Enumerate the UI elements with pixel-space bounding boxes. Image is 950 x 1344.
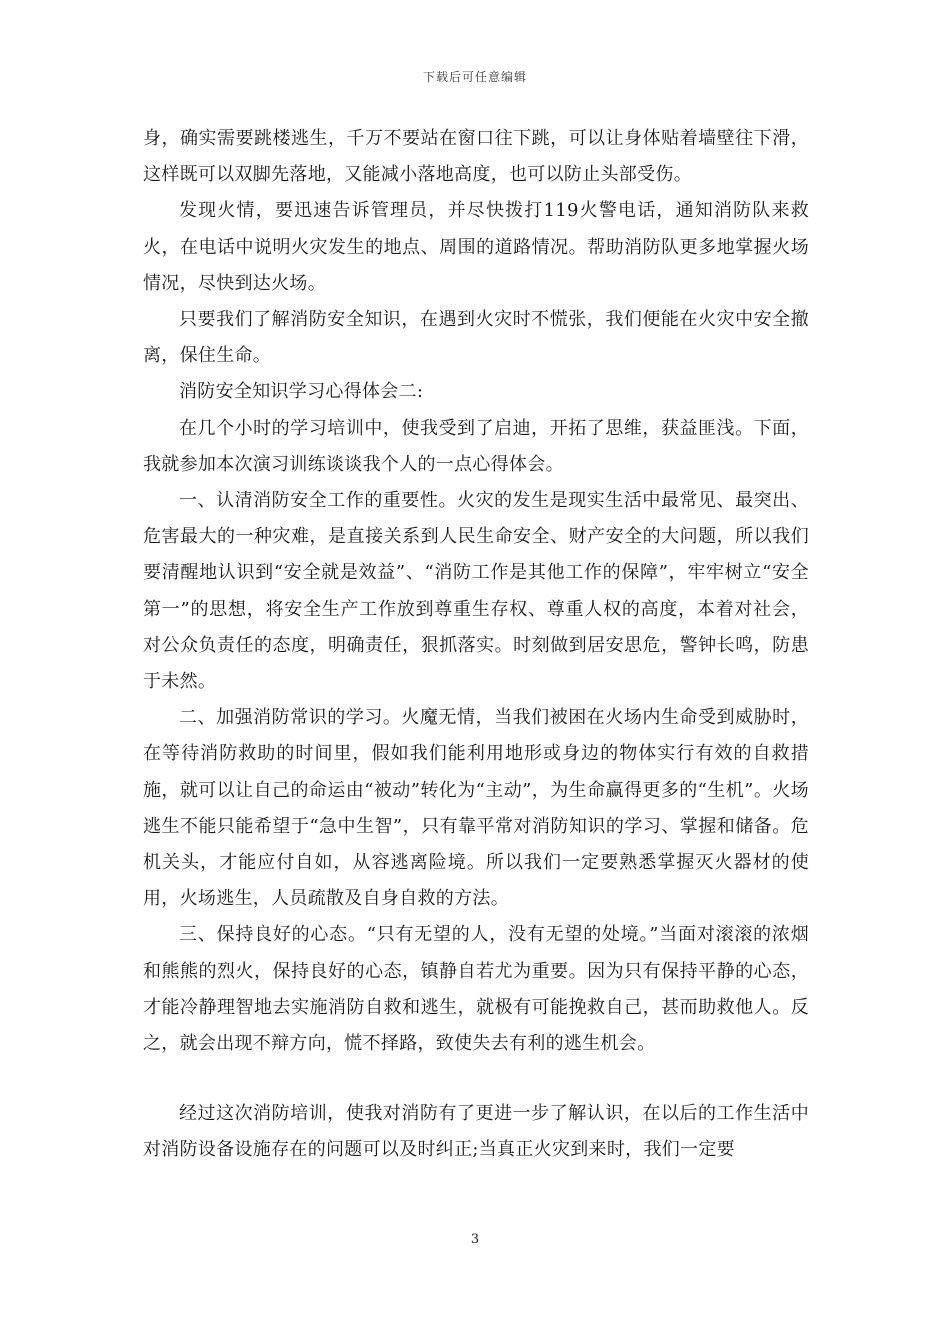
paragraph-training-intro: 在几个小时的学习培训中，使我受到了启迪，开拓了思维，获益匪浅。下面，我就参加本次演习训练谈谈我个人的一点心得体会。 bbox=[143, 417, 809, 475]
paragraph-conclusion: 经过这次消防培训，使我对消防有了更进一步了解认识，在以后的工作生活中对消防设备设施存在的问题可以及时纠正;当真正火灾到来时，我们一定要 bbox=[143, 1103, 809, 1161]
page-number: 3 bbox=[470, 1232, 480, 1247]
paragraph-report-fire: 发现火情，要迅速告诉管理员，并尽快拨打119火警电话，通知消防队来救火，在电话中说明火灾发生的地点、周围的道路情况。帮助消防队更多地掌握火场情况，尽快到达火场。 bbox=[143, 200, 809, 294]
paragraph-point-one: 一、认清消防安全工作的重要性。火灾的发生是现实生活中最常见、最突出、危害最大的一种灾难，是直接关系到人民生命安全、财产安全的大问题，所以我们要清醒地认识到“安全就是效益”、“消防工作是其他工作的保障”，牢牢树立“安全第一”的思想，将安全生产工作放到尊重生存权、尊重人权的高度，本着对社会，对公众负责任的态度，明确责任，狠抓落实。时刻做到居安思危，警钟长鸣，防患于未然。 bbox=[143, 490, 809, 693]
paragraph-point-two: 二、加强消防常识的学习。火魔无情，当我们被困在火场内生命受到威胁时，在等待消防救助的时间里，假如我们能利用地形或身边的物体实行有效的自救措施，就可以让自己的命运由“被动”转化为“主动”，为生命赢得更多的“生机”。火场逃生不能只能希望于“急中生智”，只有靠平常对消防知识的学习、掌握和储备。危机关头，才能应付自如，从容逃离险境。所以我们一定要熟悉掌握灭火器材的使用，火场逃生，人员疏散及自身自救的方法。 bbox=[143, 707, 809, 910]
paragraph-continuation: 身，确实需要跳楼逃生，千万不要站在窗口往下跳，可以让身体贴着墙壁往下滑，这样既可以双脚先落地，又能减小落地高度，也可以防止头部受伤。 bbox=[143, 128, 809, 186]
header-note: 下载后可任意编辑 bbox=[422, 70, 527, 84]
section-heading-part-two: 消防安全知识学习心得体会二: bbox=[179, 381, 424, 403]
paragraph-safety-knowledge: 只要我们了解消防安全知识，在遇到火灾时不慌张，我们便能在火灾中安全撤离，保住生命。 bbox=[143, 309, 809, 367]
paragraph-point-three: 三、保持良好的心态。“只有无望的人，没有无望的处境。”当面对滚滚的浓烟和熊熊的烈火，保持良好的心态，镇静自若尤为重要。因为只有保持平静的心态，才能冷静理智地去实施消防自救和逃生，就极有可能挽救自己，甚而助救他人。反之，就会出现不辩方向，慌不择路，致使失去有利的逃生机会。 bbox=[143, 924, 809, 1055]
document-body bbox=[143, 121, 809, 1169]
